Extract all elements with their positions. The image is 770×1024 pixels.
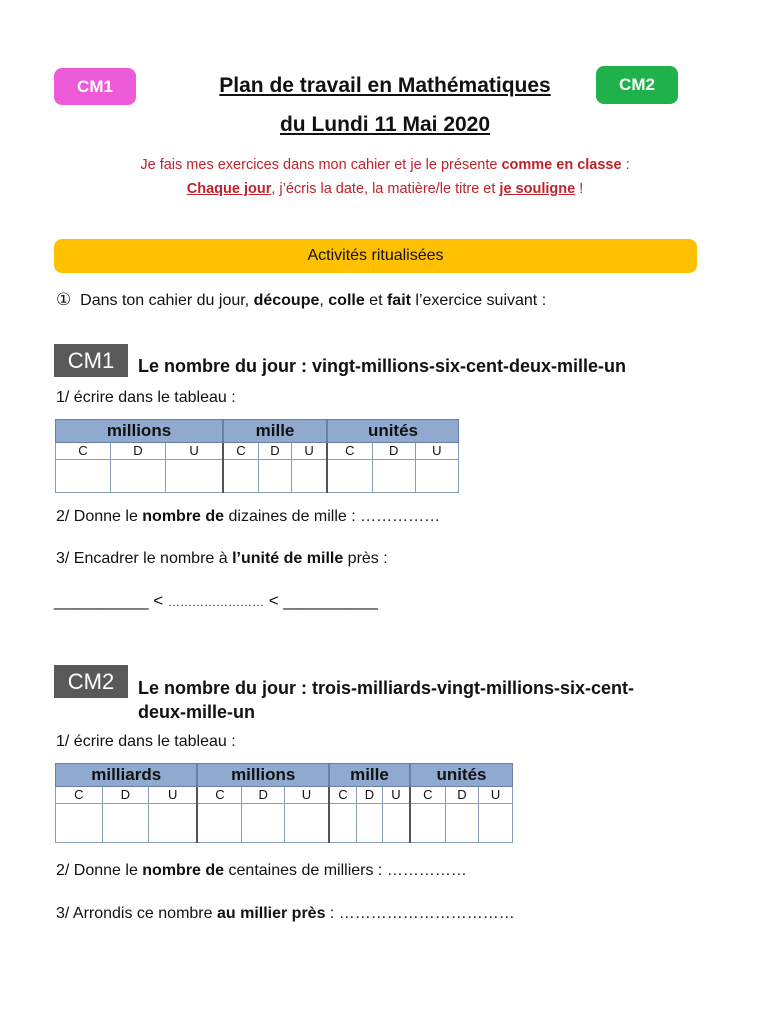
col-header: C: [197, 787, 242, 804]
answer-cell[interactable]: [197, 804, 242, 843]
col-header: D: [110, 443, 165, 460]
page-title: Plan de travail en Mathématiques: [219, 74, 551, 97]
col-header: C: [329, 787, 356, 804]
cm1-place-value-table: [55, 419, 459, 493]
cm1-q1: 1/ écrire dans le tableau :: [56, 389, 236, 406]
col-header: C: [56, 443, 111, 460]
q-text: 2/ Donne le: [56, 862, 143, 879]
intro-bold: fait: [386, 292, 411, 309]
answer-cell[interactable]: [284, 804, 329, 843]
col-header: U: [383, 787, 410, 804]
intro-text: ,: [319, 292, 329, 309]
answer-cell[interactable]: [56, 460, 111, 493]
q-bold: nombre de: [142, 508, 225, 525]
cm2-title: [138, 676, 634, 724]
cm1-title: Le nombre du jour : vingt-millions-six-cent-deux-mille-un: [138, 356, 627, 376]
q-bold: l’unité de mille: [232, 550, 344, 567]
intro-text: Dans ton cahier du jour,: [80, 292, 254, 309]
answer-cell[interactable]: [327, 460, 372, 493]
col-header: C: [327, 443, 372, 460]
answer-cell[interactable]: [372, 460, 415, 493]
group-header: unités: [327, 420, 459, 443]
answer-cell[interactable]: [329, 804, 356, 843]
less-than: <: [153, 591, 164, 610]
col-header: D: [258, 443, 292, 460]
q-text: 3/ Arrondis ce nombre: [56, 905, 217, 922]
cm2-q1: 1/ écrire dans le tableau :: [56, 733, 236, 750]
instr-bold-underline: je souligne: [499, 181, 576, 197]
answer-cell[interactable]: [102, 804, 149, 843]
col-header: U: [292, 443, 327, 460]
q-bold: au millier près: [216, 905, 326, 922]
exercise-intro: [56, 290, 546, 310]
col-header: U: [415, 443, 458, 460]
col-header: D: [102, 787, 149, 804]
answer-cell[interactable]: [410, 804, 445, 843]
answer-cell[interactable]: [258, 460, 292, 493]
group-header: mille: [223, 420, 327, 443]
answer-cell[interactable]: [165, 460, 223, 493]
q-text: près :: [343, 550, 388, 567]
instr-bold: comme en classe: [501, 157, 622, 173]
col-header: U: [479, 787, 513, 804]
answer-cell[interactable]: [415, 460, 458, 493]
cm2-q3: [56, 905, 515, 923]
q-text: centaines de milliers : ……………: [224, 862, 467, 879]
instr-text: !: [575, 181, 584, 197]
col-header: C: [410, 787, 445, 804]
blank-left: __________: [54, 591, 149, 610]
answer-cell[interactable]: [242, 804, 285, 843]
instr-text: Je fais mes exercices dans mon cahier et je le présente: [140, 157, 502, 173]
q-text: 3/ Encadrer le nombre à: [56, 550, 233, 567]
less-than: <: [268, 591, 279, 610]
activities-banner: Activités ritualisées: [54, 239, 697, 273]
instr-text: , j’écris la date, la matière/le titre et: [271, 181, 500, 197]
q-text: 2/ Donne le: [56, 508, 143, 525]
answer-cell[interactable]: [445, 804, 479, 843]
cm1-q2: [56, 508, 440, 526]
cm1-q3: [56, 550, 388, 568]
instructions-line2: [60, 181, 710, 197]
circled-one-icon: ①: [56, 290, 72, 309]
intro-bold: colle: [328, 292, 365, 309]
q-text: dizaines de mille : ……………: [224, 508, 441, 525]
group-header: mille: [329, 764, 410, 787]
cm1-frame-line: [54, 591, 378, 611]
intro-text: l’exercice suivant :: [410, 292, 547, 309]
cm2-badge: CM2: [596, 66, 678, 104]
instr-bold-underline: Chaque jour: [186, 181, 272, 197]
answer-cell[interactable]: [292, 460, 327, 493]
group-header: unités: [410, 764, 513, 787]
instructions-line1: [60, 157, 710, 173]
cm2-q2: [56, 862, 467, 880]
answer-cell[interactable]: [356, 804, 382, 843]
group-header: milliards: [56, 764, 198, 787]
instr-text: :: [621, 157, 630, 173]
blank-mid: ……………………: [167, 595, 264, 609]
answer-cell[interactable]: [56, 804, 103, 843]
answer-cell[interactable]: [149, 804, 198, 843]
cm1-badge: CM1: [54, 68, 136, 105]
page-date: du Lundi 11 Mai 2020: [279, 113, 491, 136]
col-header: U: [165, 443, 223, 460]
cm1-section-badge: CM1: [54, 344, 128, 377]
col-header: U: [149, 787, 198, 804]
intro-bold: découpe: [253, 292, 320, 309]
col-header: C: [223, 443, 258, 460]
cm2-section-badge: CM2: [54, 665, 128, 698]
col-header: D: [242, 787, 285, 804]
cm2-title-line2: deux-mille-un: [138, 702, 256, 722]
intro-text: et: [364, 292, 387, 309]
col-header: C: [56, 787, 103, 804]
col-header: D: [372, 443, 415, 460]
group-header: millions: [56, 420, 224, 443]
col-header: D: [445, 787, 479, 804]
col-header: U: [284, 787, 329, 804]
answer-cell[interactable]: [223, 460, 258, 493]
q-bold: nombre de: [142, 862, 225, 879]
col-header: D: [356, 787, 382, 804]
cm2-place-value-table: [55, 763, 513, 843]
cm2-title-line1: Le nombre du jour : trois-milliards-vingt-millions-six-cent-: [138, 678, 635, 698]
answer-cell[interactable]: [479, 804, 513, 843]
group-header: millions: [197, 764, 329, 787]
blank-right: __________: [283, 591, 378, 610]
answer-cell[interactable]: [110, 460, 165, 493]
answer-cell[interactable]: [383, 804, 410, 843]
q-text: : ……………………………: [325, 905, 515, 922]
